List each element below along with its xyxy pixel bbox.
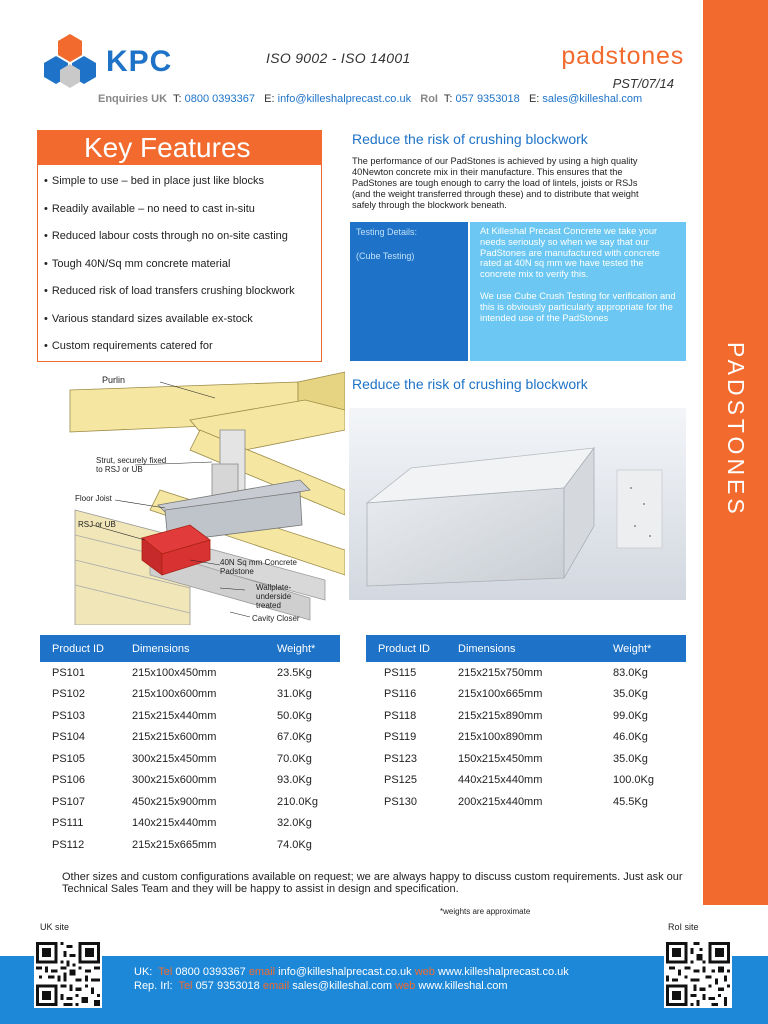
col-product-id: Product ID — [366, 635, 446, 662]
roi-t-label: T: — [443, 93, 453, 105]
iso-standards: ISO 9002 - ISO 14001 — [266, 50, 411, 66]
product-id: PS130 — [384, 795, 418, 808]
product-id: PS103 — [52, 709, 86, 722]
table-row — [366, 770, 686, 792]
padstone-label: 40N Sq mm Concrete Padstone — [220, 558, 297, 576]
weight: 70.0Kg — [277, 752, 312, 765]
wallplate-label: Wallplate- underside treated — [256, 583, 292, 610]
strut-label: Strut, securely fixed to RSJ or UB — [96, 456, 167, 474]
dimensions: 215x100x890mm — [458, 731, 543, 744]
page-title: padstones — [561, 42, 684, 70]
footer-roi-tel[interactable]: 057 9353018 — [195, 980, 260, 992]
cube-testing-label: (Cube Testing) — [356, 251, 415, 261]
dimensions: 440x215x440mm — [458, 774, 543, 787]
product-id: PS115 — [384, 666, 417, 679]
dimensions: 215x215x750mm — [458, 666, 543, 679]
weight: 100.0Kg — [613, 774, 654, 787]
testing-paragraph-2: We use Cube Crush Testing for verification and this is obviously particularly appropriate for the intended use of the PadStones — [480, 289, 676, 323]
col-dimensions: Dimensions — [446, 635, 601, 662]
dimensions: 215x215x665mm — [132, 838, 217, 851]
footer-uk-email-link[interactable]: info@killeshalprecast.co.uk — [278, 966, 412, 978]
footer-roi-email-link[interactable]: sales@killeshal.com — [292, 980, 393, 992]
uk-t-label: T: — [173, 93, 182, 105]
custom-sizes-note: Other sizes and custom configurations available on request; we are always happy to discuss custom requirements. Just ask our Technical Sales Team and they will be happy to assist in design and specification. — [62, 871, 683, 895]
weight: 93.0Kg — [277, 774, 312, 787]
dimensions: 215x215x600mm — [132, 731, 217, 744]
testing-paragraph-1: At Killeshal Precast Concrete we take your needs seriously so when we say that our PadStones are manufactured with concrete rated at 40N sq mm we have tested the concrete mix to verify this. — [480, 225, 660, 280]
feature-item: • Readily available – no need to cast in-situ — [44, 197, 321, 225]
side-title: PADSTONES — [723, 342, 749, 518]
weight: 45.5Kg — [613, 795, 648, 808]
table-row — [40, 727, 340, 749]
floor-joist-label: Floor Joist — [75, 494, 112, 503]
table-header-row — [40, 635, 340, 662]
col-weight: Weight* — [265, 635, 340, 662]
roi-site-qr-icon[interactable] — [664, 940, 732, 1008]
testing-label-panel — [350, 222, 468, 361]
product-id: PS106 — [52, 774, 86, 787]
product-id: PS116 — [384, 688, 417, 701]
roi-site-label: RoI site — [668, 922, 699, 932]
hexagon-logo-icon — [40, 32, 100, 92]
footer-uk-tel[interactable]: 0800 0393367 — [175, 966, 246, 978]
footer-roi-region: Rep. Irl: — [134, 980, 173, 992]
document-code: PST/07/14 — [612, 76, 674, 91]
weight: 83.0Kg — [613, 666, 648, 679]
dimensions: 150x215x450mm — [458, 752, 543, 765]
photo-heading: Reduce the risk of crushing blockwork — [352, 376, 588, 392]
footer-uk-email-label: email — [248, 966, 276, 978]
weight: 35.0Kg — [613, 752, 648, 765]
weight: 210.0Kg — [277, 795, 318, 808]
rsj-label: RSJ or UB — [78, 520, 116, 529]
key-features-heading: Key Features — [38, 131, 321, 165]
uk-e-label: E: — [264, 93, 275, 105]
roi-label: RoI — [420, 93, 438, 105]
table-row — [366, 705, 686, 727]
table-row — [40, 705, 340, 727]
footer-roi-web-link[interactable]: www.killeshal.com — [418, 980, 508, 992]
product-id: PS101 — [52, 666, 86, 679]
purlin-label: Purlin — [102, 375, 126, 385]
table-header-row — [366, 635, 686, 662]
product-table-left — [40, 635, 340, 856]
product-id: PS111 — [52, 817, 84, 830]
weights-approx-note: *weights are approximate — [440, 907, 531, 916]
product-id: PS107 — [52, 795, 86, 808]
feature-item: • Reduced labour costs through no on-site casting — [44, 224, 321, 252]
col-product-id: Product ID — [40, 635, 120, 662]
product-id: PS125 — [384, 774, 418, 787]
product-id: PS104 — [52, 731, 86, 744]
dimensions: 215x215x440mm — [132, 709, 217, 722]
table-row — [40, 813, 340, 835]
dimensions: 215x100x665mm — [458, 688, 543, 701]
testing-details-panel — [470, 222, 686, 361]
roi-email-link[interactable]: sales@killeshal.com — [542, 93, 643, 105]
feature-item: • Tough 40N/Sq mm concrete material — [44, 252, 321, 280]
col-dimensions: Dimensions — [120, 635, 265, 662]
table-row — [40, 834, 340, 856]
key-features-list — [38, 165, 321, 362]
table-row — [40, 770, 340, 792]
product-id: PS123 — [384, 752, 418, 765]
testing-label: Testing Details: — [356, 227, 418, 237]
product-table-right — [366, 635, 686, 813]
product-id: PS102 — [52, 688, 86, 701]
dimensions: 215x100x600mm — [132, 688, 217, 701]
table-row — [366, 662, 686, 684]
product-id: PS118 — [384, 709, 417, 722]
dimensions: 200x215x440mm — [458, 795, 543, 808]
footer-roi-line — [134, 980, 508, 992]
table-row — [40, 662, 340, 684]
weight: 50.0Kg — [277, 709, 312, 722]
dimensions: 215x100x450mm — [132, 666, 217, 679]
enquiries-label: Enquiries UK — [98, 93, 168, 105]
weight: 46.0Kg — [613, 731, 648, 744]
weight: 74.0Kg — [277, 838, 312, 851]
product-id: PS105 — [52, 752, 86, 765]
uk-qr-code — [36, 942, 100, 1006]
dimensions: 300x215x450mm — [132, 752, 217, 765]
padstone-photo — [349, 408, 686, 600]
footer-roi-email-label: email — [262, 980, 290, 992]
weight: 35.0Kg — [613, 688, 648, 701]
col-weight: Weight* — [601, 635, 686, 662]
dimensions: 300x215x600mm — [132, 774, 217, 787]
key-features-box — [37, 130, 322, 362]
logo-text: KPC — [106, 45, 173, 78]
weight: 99.0Kg — [613, 709, 648, 722]
footer-roi-web-label: web — [395, 980, 416, 992]
feature-item: • Custom requirements catered for — [44, 334, 321, 362]
uk-phone[interactable]: 0800 0393367 — [184, 93, 255, 105]
feature-item: • Simple to use – bed in place just like blocks — [44, 169, 321, 197]
footer-uk-tel-label: Tel — [158, 966, 173, 978]
installation-diagram — [40, 370, 345, 625]
uk-site-qr-icon[interactable] — [34, 940, 102, 1008]
dimensions: 140x215x440mm — [132, 817, 217, 830]
kpc-logo — [40, 32, 172, 92]
intro-heading: Reduce the risk of crushing blockwork — [352, 131, 588, 147]
table-row — [366, 791, 686, 813]
weight: 31.0Kg — [277, 688, 312, 701]
uk-email-link[interactable]: info@killeshalprecast.co.uk — [277, 93, 412, 105]
padstone-block-image — [349, 408, 686, 600]
table-row — [40, 791, 340, 813]
footer-uk-web-label: web — [414, 966, 435, 978]
weight: 23.5Kg — [277, 666, 312, 679]
product-id: PS119 — [384, 731, 417, 744]
cavity-closer-label: Cavity Closer — [252, 614, 300, 623]
roi-e-label: E: — [528, 93, 540, 105]
footer-roi-tel-label: Tel — [178, 980, 193, 992]
weight: 32.0Kg — [277, 817, 312, 830]
table-row — [366, 727, 686, 749]
table-row — [40, 684, 340, 706]
table-row — [366, 748, 686, 770]
table-row — [40, 748, 340, 770]
footer-uk-web-link[interactable]: www.killeshalprecast.co.uk — [437, 966, 569, 978]
footer-uk-line — [134, 966, 569, 978]
product-id: PS112 — [52, 838, 85, 851]
roi-qr-code — [666, 942, 730, 1006]
weight: 67.0Kg — [277, 731, 312, 744]
table-row — [366, 684, 686, 706]
feature-item: • Various standard sizes available ex-stock — [44, 307, 321, 335]
roi-phone[interactable]: 057 9353018 — [455, 93, 520, 105]
intro-text: The performance of our PadStones is achieved by using a high quality 40Newton concrete mix in their manufacture. This ensures that the PadStones are tough enough to carry the load of lintels, joists or RSJs (and the weight transferred through these) and to distribute that weight safely through the blockwork beneath. — [352, 156, 639, 210]
footer-uk-region: UK: — [134, 966, 153, 978]
uk-site-label: UK site — [40, 922, 70, 932]
feature-item: • Reduced risk of load transfers crushing blockwork — [44, 279, 321, 307]
enquiries-line — [98, 93, 642, 105]
dimensions: 450x215x900mm — [132, 795, 217, 808]
dimensions: 215x215x890mm — [458, 709, 543, 722]
